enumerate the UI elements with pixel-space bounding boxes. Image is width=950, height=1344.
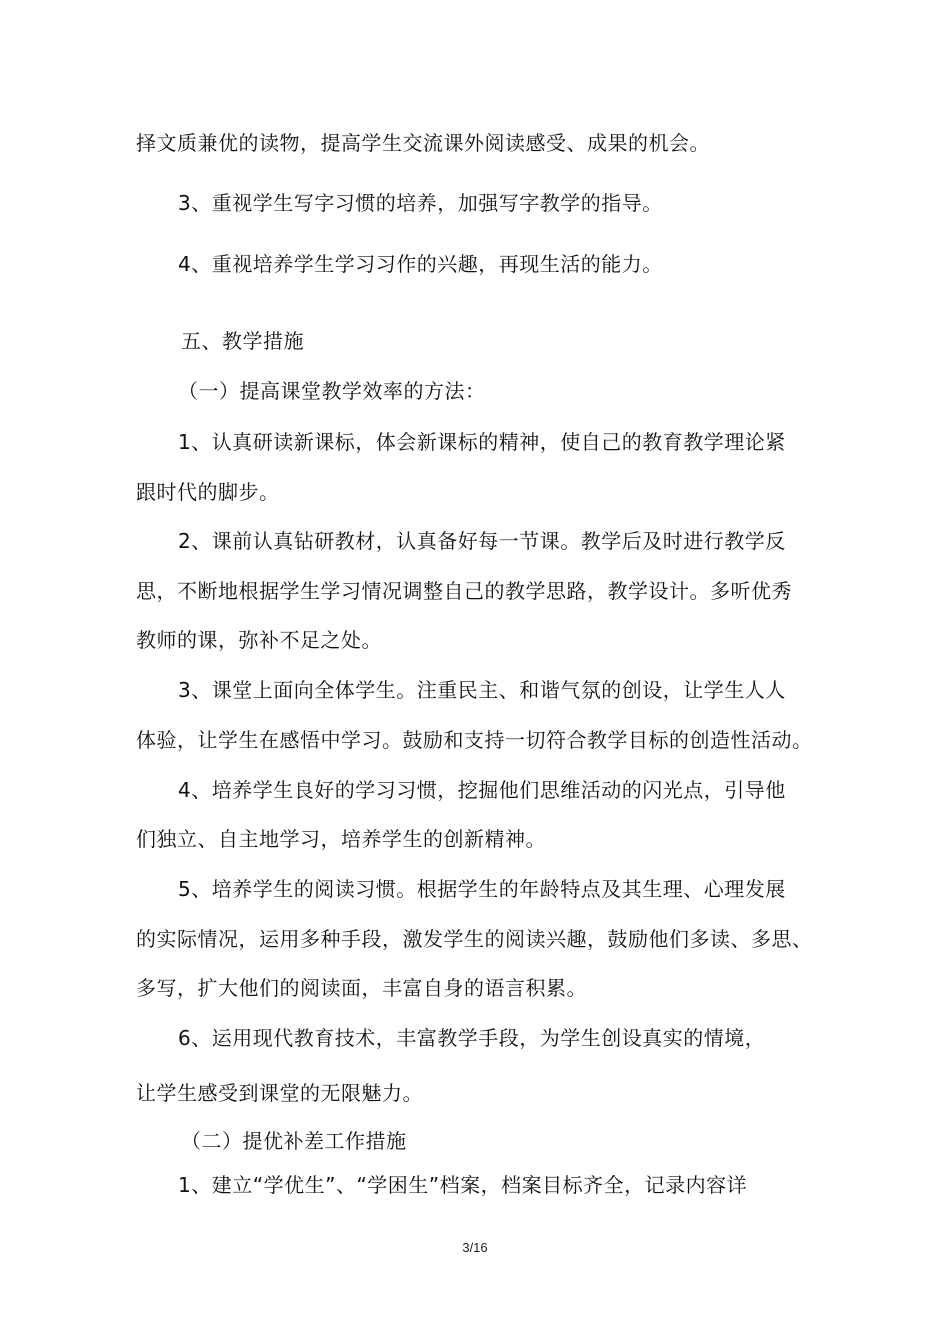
paragraph-line: 3、课堂上面向全体学生。注重民主、和谐气氛的创设，让学生人人 xyxy=(178,678,786,702)
paragraph-line: 多写，扩大他们的阅读面，丰富自身的语言积累。 xyxy=(136,976,587,1000)
page-number: 3/16 xyxy=(462,1240,488,1255)
paragraph-line: 3、重视学生写字习惯的培养，加强写字教学的指导。 xyxy=(178,191,663,215)
paragraph-line: 思，不断地根据学生学习情况调整自己的教学思路，教学设计。多听优秀 xyxy=(136,579,792,603)
subsection-heading: （一）提高课堂教学效率的方法： xyxy=(178,379,486,403)
paragraph-line: 们独立、自主地学习，培养学生的创新精神。 xyxy=(136,827,546,851)
paragraph-line: 的实际情况，运用多种手段，激发学生的阅读兴趣，鼓励他们多读、多思、 xyxy=(136,927,813,951)
paragraph-line: 2、课前认真钻研教材，认真备好每一节课。教学后及时进行教学反 xyxy=(178,529,786,553)
paragraph-line: 教师的课，弥补不足之处。 xyxy=(136,628,382,652)
paragraph-line: 1、认真研读新课标，体会新课标的精神，使自己的教育教学理论紧 xyxy=(178,430,786,454)
paragraph-line: 跟时代的脚步。 xyxy=(136,480,280,504)
paragraph-line: 6、运用现代教育技术，丰富教学手段，为学生创设真实的情境， xyxy=(178,1026,766,1050)
paragraph-line: 4、培养学生良好的学习习惯，挖掘他们思维活动的闪光点，引导他 xyxy=(178,778,786,802)
paragraph-line: 4、重视培养学生学习习作的兴趣，再现生活的能力。 xyxy=(178,252,663,276)
section-heading: 五、教学措施 xyxy=(181,329,304,353)
paragraph-line: 5、培养学生的阅读习惯。根据学生的年龄特点及其生理、心理发展 xyxy=(178,877,786,901)
paragraph-line: 让学生感受到课堂的无限魅力。 xyxy=(136,1081,423,1105)
paragraph-line: 1、建立“学优生”、“学困生”档案，档案目标齐全，记录内容详 xyxy=(178,1173,748,1197)
paragraph-line: 择文质兼优的读物，提高学生交流课外阅读感受、成果的机会。 xyxy=(136,131,710,155)
paragraph-line: 体验，让学生在感悟中学习。鼓励和支持一切符合教学目标的创造性活动。 xyxy=(136,728,813,752)
subsection-heading: （二）提优补差工作措施 xyxy=(181,1129,407,1153)
